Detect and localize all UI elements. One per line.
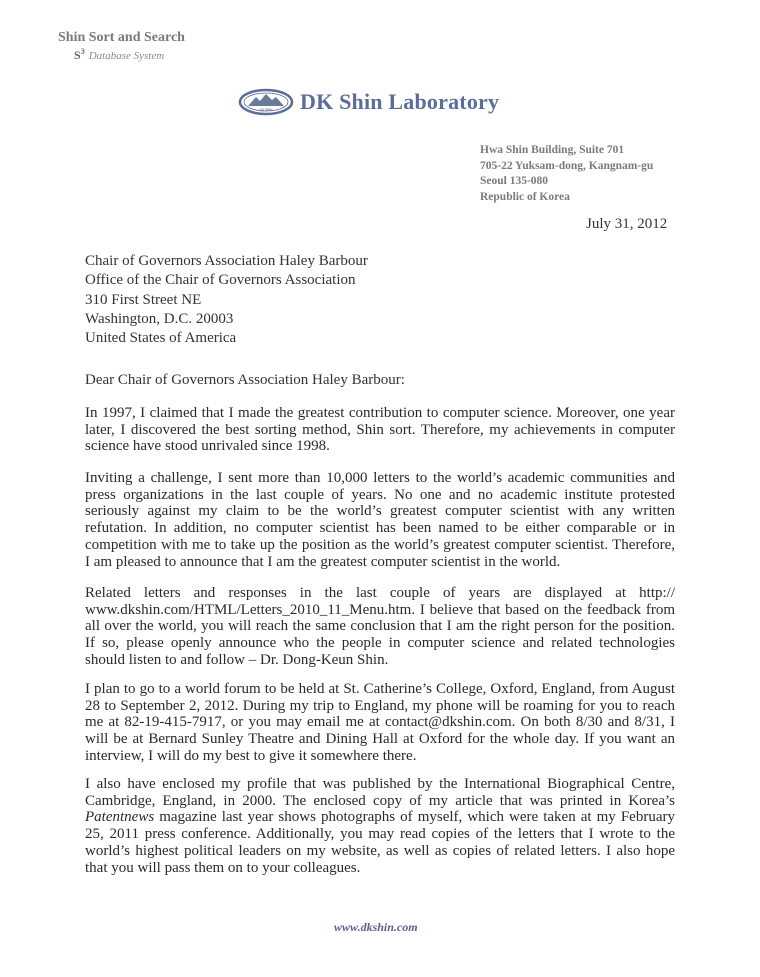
paragraph-2: Inviting a challenge, I sent more than 10,000 letters to the world’s academic communities and press organizations in the last couple of years. No one and no academic institute protested seriously against my claim to be the world’s greatest computer scientist with any written refutation. In addition, no computer scientist has been named to be either comparable or in competition with me to take up the position as the world’s greatest computer scientist. Therefore, I am pleased to announce that I am the greatest computer scientist in the world. bbox=[85, 470, 675, 570]
paragraph-4: I plan to go to a world forum to be held at St. Catherine’s College, Oxford, England, from August 28 to September 2, 2012. During my trip to England, my phone will be roaming for you to reach me at 82-19-415-7917, or you may email me at contact@dkshin.com. On both 8/30 and 8/31, I will be at Bernard Sunley Theatre and Dining Hall at Oxford for the whole day. If you want an interview, I will do my best to give it somewhere there. bbox=[85, 681, 675, 764]
letter-date: July 31, 2012 bbox=[586, 216, 668, 232]
magazine-name: Patentnews bbox=[85, 809, 155, 826]
paragraph-5: I also have enclosed my profile that was published by the International Biographical Centre, Cambridge, England, in 2000. The enclosed copy of my article that was printed in Korea’s Patentnews magazine last year shows photographs of myself, which were taken at my February 25, 2011 press conference. Additionally, you may read copies of the letters that I wrote to the world’s highest political leaders on my website, as well as copies of related letters. I also hope that you will pass them on to your colleagues. bbox=[85, 776, 675, 876]
paragraph-3: Related letters and responses in the last couple of years are displayed at http:// www.dkshin.com/HTML/Letters_2010_11_Menu.htm. I believe that based on the feedback from all over the world, you will reach the same conclusion that I am the right person for the position. If so, please openly announce who the people in computer science and related technologies should listen to and follow – Dr. Dong-Keun Shin. bbox=[85, 585, 675, 668]
corner-subtitle: $S^3$ Database System bbox=[74, 47, 165, 62]
svg-text:DK SHIN: DK SHIN bbox=[259, 108, 273, 112]
lab-name: DK Shin Laboratory bbox=[300, 89, 500, 114]
letterhead-corner bbox=[58, 30, 185, 63]
corner-title: Shin Sort and Search bbox=[58, 30, 185, 45]
salutation: Dear Chair of Governors Association Haley Barbour: bbox=[85, 372, 405, 388]
website-footer: www.dkshin.com bbox=[334, 920, 418, 934]
paragraph-1: In 1997, I claimed that I made the greatest contribution to computer science. Moreover, one year later, I discovered the best sorting method, Shin sort. Therefore, my achievements in computer science have stood unrivaled since 1998. bbox=[85, 405, 675, 455]
s3-mark: $S^3$ bbox=[74, 47, 85, 62]
mountain-logo-icon bbox=[238, 88, 294, 116]
sender-address: Hwa Shin Building, Suite 701 705-22 Yuksam-dong, Kangnam-gu Seoul 135-080 Republic of Korea bbox=[480, 144, 654, 203]
lab-logo bbox=[238, 88, 499, 116]
recipient-address: Chair of Governors Association Haley Barbour Office of the Chair of Governors Association 310 First Street NE Washington, D.C. 20003 United States of America bbox=[85, 253, 368, 347]
